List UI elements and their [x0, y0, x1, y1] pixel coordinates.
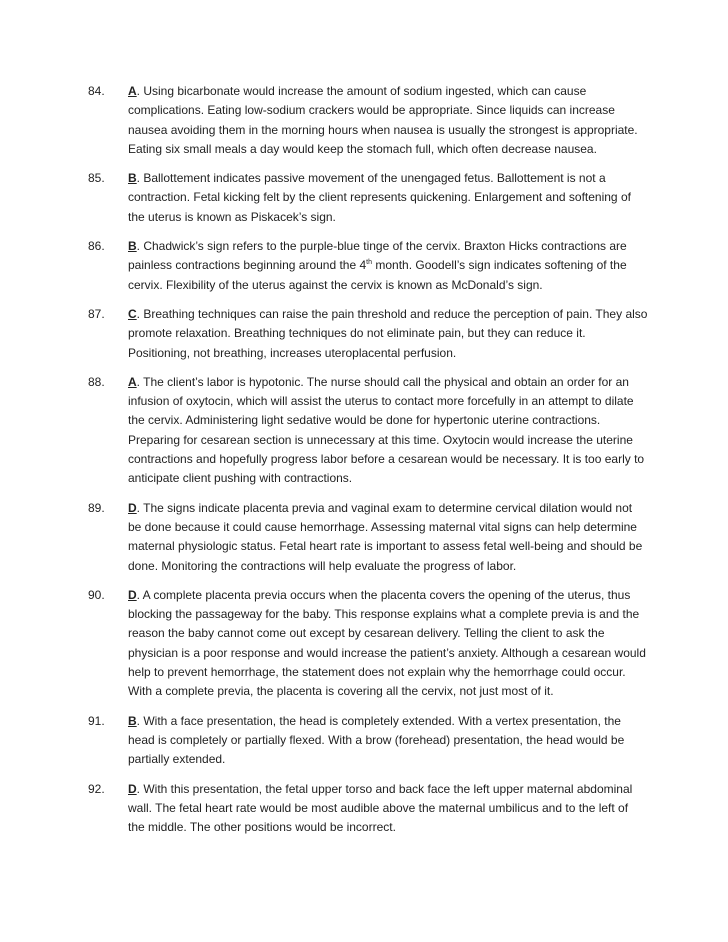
- answer-item-92: [88, 780, 648, 838]
- answer-letter: D: [128, 587, 137, 602]
- answer-item-87: [88, 305, 648, 363]
- rationale-text: . Breathing techniques can raise the pain threshold and reduce the perception of pain. They also promote relaxation. Breathing techniques do not eliminate pain, but they can reduce it. Positioning, not breathing, increases uteroplacental perfusion.: [128, 306, 648, 360]
- rationale-text: . Chadwick’s sign refers to the purple-blue tinge of the cervix. Braxton Hicks contractions are painless contractions beginning around the 4: [128, 239, 627, 273]
- rationale-text: . Using bicarbonate would increase the amount of sodium ingested, which can cause complications. Eating low-sodium crackers would be appropriate. Since liquids can increase nausea avoiding them in the morning hours when nausea is usually the strongest is appropriate. Eating six small meals a day would keep the stomach full, which often decrease nausea.: [128, 84, 638, 156]
- rationale-text: . The signs indicate placenta previa and vaginal exam to determine cervical dilation would not be done because it could cause hemorrhage. Assessing maternal vital signs can help determine maternal physiologic status. Fetal heart rate is important to assess fetal well-being and should be done. Monitoring the contractions will help evaluate the progress of labor.: [128, 500, 643, 573]
- rationale-text: . The client’s labor is hypotonic. The nurse should call the physical and obtain an order for an infusion of oxytocin, which will assist the uterus to contact more forcefully in an attempt to dilate the cervix. Administering light sedative would be done for hypertonic uterine contractions. Preparing for cesarean section is unnecessary at this time. Oxytocin would increase the uterine contractions and hopefully progress labor before a cesarean would be necessary. It is too early to anticipate client pushing with contractions.: [128, 374, 645, 486]
- item-number: 89.: [88, 500, 105, 515]
- answer-letter: C: [128, 306, 137, 321]
- rationale-text-continued: month. Goodell’s sign indicates softening of the cervix. Flexibility of the uterus against the cervix is known as McDonald’s sign.: [128, 258, 627, 292]
- item-number: 85.: [88, 171, 105, 186]
- answer-item-90: [88, 586, 648, 702]
- item-number: 84.: [88, 84, 105, 98]
- answer-item-85: [88, 169, 648, 227]
- item-number: 91.: [88, 713, 105, 728]
- answer-letter: D: [128, 781, 137, 796]
- answer-item-89: [88, 499, 648, 576]
- answer-letter: A: [128, 374, 137, 389]
- ordinal-superscript: th: [366, 259, 373, 267]
- item-number: 87.: [88, 306, 105, 321]
- answer-letter: B: [128, 713, 137, 728]
- rationale-text: . A complete placenta previa occurs when the placenta covers the opening of the uterus, thus blocking the passageway for the baby. This response explains what a complete previa is and the reason the baby cannot come out except by cesarean delivery. Telling the client to ask the physician is a poor response and would increase the patient’s anxiety. Although a cesarean would help to prevent hemorrhage, the statement does not explain why the hemorrhage could occur. With a complete previa, the placenta is covering all the cervix, not just most of it.: [128, 587, 646, 699]
- answer-letter: B: [128, 171, 137, 186]
- item-number: 88.: [88, 374, 105, 389]
- item-number: 92.: [88, 781, 105, 796]
- answer-item-88: [88, 373, 648, 489]
- answer-letter: A: [128, 84, 137, 98]
- item-number: 86.: [88, 239, 105, 254]
- item-number: 90.: [88, 587, 105, 602]
- answer-item-86: [88, 237, 648, 295]
- answer-item-84: [88, 82, 648, 159]
- rationale-text: . With this presentation, the fetal upper torso and back face the left upper maternal abdominal wall. The fetal heart rate would be most audible above the maternal umbilicus and to the left of the middle. The other positions would be incorrect.: [128, 781, 633, 835]
- answer-item-91: [88, 712, 648, 770]
- answer-letter: B: [128, 239, 137, 254]
- rationale-text: . With a face presentation, the head is completely extended. With a vertex presentation, the head is completely or partially flexed. With a brow (forehead) presentation, the head would be partially extended.: [128, 713, 625, 767]
- answer-letter: D: [128, 500, 137, 515]
- rationale-text: . Ballottement indicates passive movement of the unengaged fetus. Ballottement is not a contraction. Fetal kicking felt by the client represents quickening. Enlargement and softening of the uterus is known as Piskacek’s sign.: [128, 171, 631, 224]
